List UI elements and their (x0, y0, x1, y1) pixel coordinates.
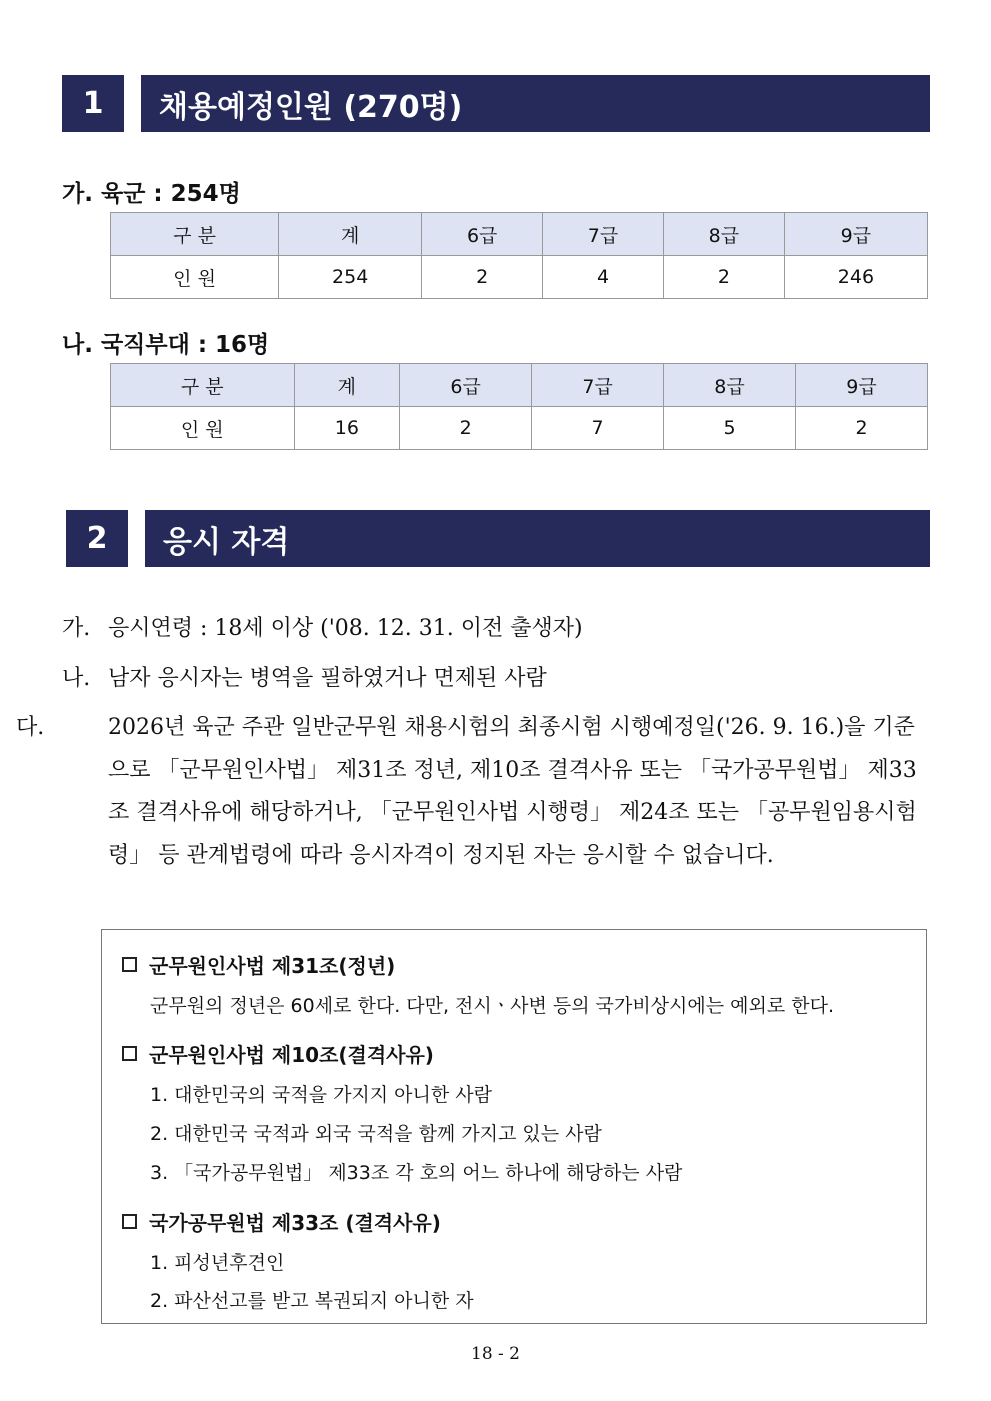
square-bullet-icon (122, 1046, 137, 1061)
direct-units-heading: 나. 국직부대 : 16명 (62, 332, 270, 358)
table-cell: 4 (543, 256, 664, 299)
law-excerpt-box (101, 929, 927, 1324)
army-table (110, 212, 928, 299)
item-text: 남자 응시자는 병역을 필하였거나 면제된 사람 (108, 666, 547, 691)
table-cell: 구 분 (111, 213, 279, 256)
square-bullet-icon (122, 1214, 137, 1229)
law-line: 3. 「국가공무원법」 제33조 각 호의 어느 하나에 해당하는 사람 (150, 1162, 683, 1184)
law-heading-text: 국가공무원법 제33조 (결격사유) (149, 1211, 441, 1235)
table-cell: 8급 (663, 213, 784, 256)
table-cell: 16 (294, 407, 400, 450)
item-label: 나. (62, 666, 91, 691)
table-cell: 9급 (784, 213, 927, 256)
item-text: 응시연령 : 18세 이상 ('08. 12. 31. 이전 출생자) (108, 616, 583, 641)
eligibility-item-military (62, 664, 930, 694)
table-cell: 인 원 (111, 407, 295, 450)
item-text: 2026년 육군 주관 일반군무원 채용시험의 최종시험 시행예정일('26. 9. 16.)을 기준으로 「군무원인사법」 제31조 정년, 제10조 결격사유 또는 「국가공무원법」 제33조 결격사유에 해당하거나, 「군무원인사법 시행령」 제24조 또는 「공무원임용시험령」 등 관계법령에 따라 응시자격이 정지된 자는 응시할 수 없습니다. (108, 715, 917, 868)
law-heading (122, 1207, 441, 1236)
section-1-header (62, 75, 930, 132)
table-cell: 9급 (796, 364, 928, 407)
army-heading: 가. 육군 : 254명 (62, 181, 241, 207)
table-cell: 인 원 (111, 256, 279, 299)
table-row (111, 256, 928, 299)
table-cell: 7급 (532, 364, 664, 407)
table-cell: 7급 (543, 213, 664, 256)
table-cell: 계 (294, 364, 400, 407)
law-line: 2. 대한민국 국적과 외국 국적을 함께 가지고 있는 사람 (150, 1123, 602, 1145)
table-cell: 6급 (400, 364, 532, 407)
item-label: 가. (62, 616, 91, 641)
direct-units-table (110, 363, 928, 450)
table-cell: 8급 (664, 364, 796, 407)
square-bullet-icon (122, 957, 137, 972)
table-cell: 7 (532, 407, 664, 450)
law-heading (122, 1039, 434, 1068)
table-cell: 2 (400, 407, 532, 450)
table-cell: 계 (279, 213, 422, 256)
law-line: 1. 피성년후견인 (150, 1252, 285, 1274)
table-row (111, 407, 928, 450)
table-cell: 246 (784, 256, 927, 299)
law-line: 군무원의 정년은 60세로 한다. 다만, 전시ㆍ사변 등의 국가비상시에는 예외로 한다. (150, 995, 834, 1017)
law-heading-text: 군무원인사법 제31조(정년) (149, 954, 396, 978)
item-label: 다. (16, 715, 45, 740)
table-cell: 2 (422, 256, 543, 299)
table-cell: 254 (279, 256, 422, 299)
table-cell: 구 분 (111, 364, 295, 407)
section-number: 2 (66, 510, 128, 567)
eligibility-item-age (62, 614, 930, 644)
table-header-row (111, 213, 928, 256)
section-2-header (66, 510, 930, 567)
section-number: 1 (62, 75, 124, 132)
table-cell: 5 (664, 407, 796, 450)
law-heading-text: 군무원인사법 제10조(결격사유) (149, 1043, 434, 1067)
eligibility-item-disqualification (16, 707, 930, 877)
law-line: 2. 파산선고를 받고 복권되지 아니한 자 (150, 1290, 474, 1312)
table-cell: 6급 (422, 213, 543, 256)
section-title: 채용예정인원 (270명) (141, 75, 930, 132)
table-cell: 2 (796, 407, 928, 450)
law-heading (122, 950, 395, 979)
section-title: 응시 자격 (145, 510, 930, 567)
table-cell: 2 (663, 256, 784, 299)
table-header-row (111, 364, 928, 407)
law-line: 1. 대한민국의 국적을 가지지 아니한 사람 (150, 1084, 492, 1106)
page-number: 18 - 2 (471, 1344, 520, 1364)
